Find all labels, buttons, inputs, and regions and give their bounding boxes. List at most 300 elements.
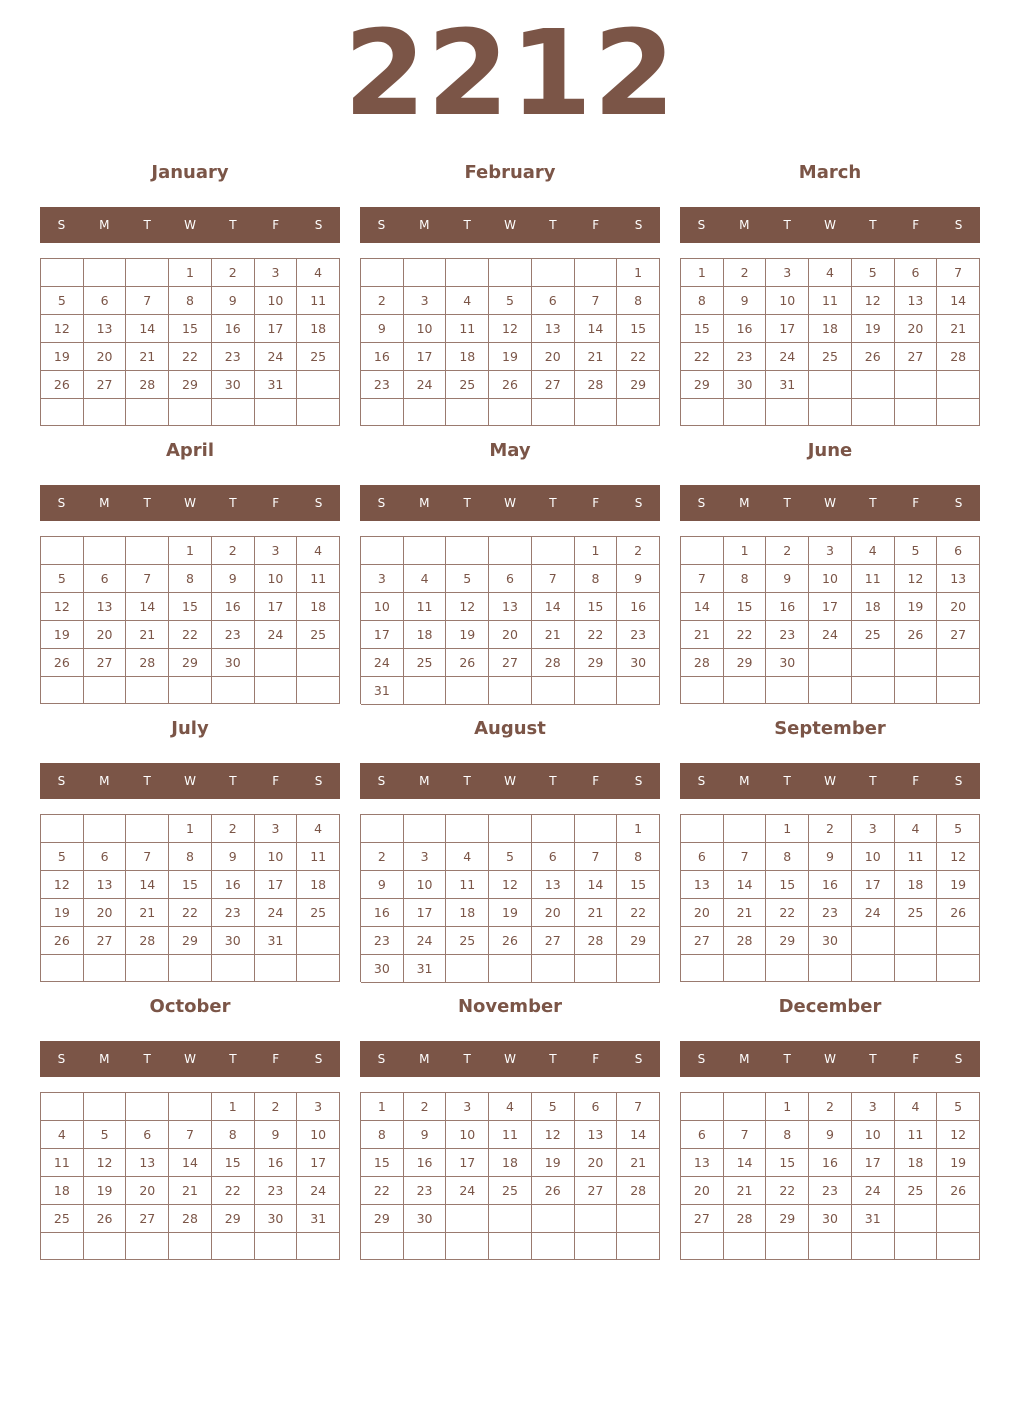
day-cell: 9 bbox=[212, 565, 255, 593]
day-cell: 19 bbox=[41, 343, 84, 371]
day-cell: 18 bbox=[41, 1177, 84, 1205]
empty-day-cell bbox=[532, 259, 575, 287]
day-cell: 15 bbox=[617, 871, 660, 899]
day-cell: 7 bbox=[169, 1121, 212, 1149]
empty-day-cell bbox=[169, 955, 212, 982]
empty-day-cell bbox=[532, 815, 575, 843]
day-cell: 29 bbox=[617, 371, 660, 399]
month-january bbox=[40, 159, 340, 427]
day-cell: 19 bbox=[895, 593, 938, 621]
day-cell: 17 bbox=[404, 899, 447, 927]
weekday-header bbox=[40, 1041, 340, 1077]
day-cell: 24 bbox=[255, 899, 298, 927]
day-cell: 24 bbox=[297, 1177, 340, 1205]
empty-day-cell bbox=[532, 677, 575, 705]
day-cell: 10 bbox=[255, 565, 298, 593]
empty-day-cell bbox=[297, 1233, 340, 1260]
day-cell: 3 bbox=[255, 815, 298, 843]
weekday-label: F bbox=[272, 218, 280, 232]
day-cell: 21 bbox=[617, 1149, 660, 1177]
empty-day-cell bbox=[681, 537, 724, 565]
day-cell: 1 bbox=[617, 815, 660, 843]
day-cell: 28 bbox=[724, 1205, 767, 1233]
weekday-label: M bbox=[419, 774, 430, 788]
day-cell: 20 bbox=[126, 1177, 169, 1205]
day-cell: 8 bbox=[169, 565, 212, 593]
day-cell: 17 bbox=[404, 343, 447, 371]
day-cell: 15 bbox=[212, 1149, 255, 1177]
day-cell: 7 bbox=[126, 843, 169, 871]
day-cell: 23 bbox=[724, 343, 767, 371]
day-cell: 2 bbox=[212, 815, 255, 843]
empty-day-cell bbox=[84, 677, 127, 704]
day-cell: 3 bbox=[852, 1093, 895, 1121]
day-cell: 17 bbox=[297, 1149, 340, 1177]
day-cell: 28 bbox=[724, 927, 767, 955]
day-cell: 10 bbox=[361, 593, 404, 621]
day-cell: 22 bbox=[617, 899, 660, 927]
day-cell: 27 bbox=[126, 1205, 169, 1233]
day-cell: 14 bbox=[575, 871, 618, 899]
day-cell: 16 bbox=[212, 871, 255, 899]
empty-day-cell bbox=[937, 927, 980, 955]
weekday-header bbox=[680, 207, 980, 243]
month-december bbox=[680, 993, 980, 1261]
day-cell: 12 bbox=[41, 871, 84, 899]
empty-day-cell bbox=[212, 1233, 255, 1260]
day-cell: 9 bbox=[404, 1121, 447, 1149]
day-cell: 16 bbox=[361, 343, 404, 371]
day-cell: 25 bbox=[489, 1177, 532, 1205]
month-july bbox=[40, 715, 340, 983]
empty-day-cell bbox=[575, 815, 618, 843]
empty-day-cell bbox=[852, 955, 895, 982]
empty-day-cell bbox=[361, 815, 404, 843]
day-cell: 27 bbox=[681, 1205, 724, 1233]
empty-day-cell bbox=[489, 1233, 532, 1260]
day-cell: 18 bbox=[297, 871, 340, 899]
day-cell: 26 bbox=[446, 649, 489, 677]
day-cell: 4 bbox=[446, 287, 489, 315]
day-cell: 5 bbox=[84, 1121, 127, 1149]
empty-day-cell bbox=[895, 927, 938, 955]
day-cell: 11 bbox=[489, 1121, 532, 1149]
day-cell: 25 bbox=[852, 621, 895, 649]
empty-day-cell bbox=[617, 955, 660, 983]
day-cell: 27 bbox=[532, 371, 575, 399]
day-cell: 5 bbox=[937, 815, 980, 843]
weekday-label: F bbox=[912, 496, 920, 510]
day-cell: 3 bbox=[404, 843, 447, 871]
day-cell: 4 bbox=[297, 259, 340, 287]
day-cell: 29 bbox=[724, 649, 767, 677]
day-cell: 25 bbox=[297, 899, 340, 927]
day-cell: 24 bbox=[809, 621, 852, 649]
empty-day-cell bbox=[404, 677, 447, 705]
day-cell: 16 bbox=[617, 593, 660, 621]
day-cell: 7 bbox=[724, 1121, 767, 1149]
day-cell: 14 bbox=[126, 593, 169, 621]
day-cell: 18 bbox=[852, 593, 895, 621]
day-cell: 24 bbox=[852, 899, 895, 927]
month-name: March bbox=[798, 162, 862, 183]
day-cell: 15 bbox=[766, 871, 809, 899]
day-cell: 25 bbox=[404, 649, 447, 677]
day-cell: 10 bbox=[852, 1121, 895, 1149]
empty-day-cell bbox=[404, 815, 447, 843]
month-name: November bbox=[457, 996, 563, 1017]
empty-day-cell bbox=[937, 649, 980, 677]
day-cell: 26 bbox=[41, 649, 84, 677]
day-cell: 2 bbox=[361, 287, 404, 315]
day-cell: 8 bbox=[575, 565, 618, 593]
day-cell: 29 bbox=[766, 927, 809, 955]
month-name: August bbox=[474, 718, 546, 739]
day-cell: 10 bbox=[255, 843, 298, 871]
empty-day-cell bbox=[895, 399, 938, 426]
day-cell: 6 bbox=[84, 565, 127, 593]
weekday-label: S bbox=[314, 774, 323, 788]
day-cell: 22 bbox=[766, 899, 809, 927]
day-cell: 15 bbox=[617, 315, 660, 343]
day-cell: 13 bbox=[84, 315, 127, 343]
day-cell: 14 bbox=[617, 1121, 660, 1149]
day-cell: 22 bbox=[575, 621, 618, 649]
empty-day-cell bbox=[852, 677, 895, 704]
day-cell: 5 bbox=[937, 1093, 980, 1121]
empty-day-cell bbox=[809, 649, 852, 677]
day-cell: 16 bbox=[766, 593, 809, 621]
day-cell: 12 bbox=[489, 871, 532, 899]
day-cell: 29 bbox=[169, 649, 212, 677]
empty-day-cell bbox=[852, 371, 895, 399]
empty-day-cell bbox=[724, 677, 767, 704]
weekday-label: S bbox=[634, 1052, 643, 1066]
day-cell: 12 bbox=[937, 843, 980, 871]
empty-day-cell bbox=[126, 399, 169, 426]
day-cell: 29 bbox=[361, 1205, 404, 1233]
empty-day-cell bbox=[212, 955, 255, 982]
weekday-label: S bbox=[314, 496, 323, 510]
day-cell: 23 bbox=[361, 371, 404, 399]
empty-day-cell bbox=[809, 371, 852, 399]
day-cell: 26 bbox=[852, 343, 895, 371]
days-grid bbox=[40, 1092, 340, 1260]
empty-day-cell bbox=[169, 399, 212, 426]
day-cell: 8 bbox=[766, 1121, 809, 1149]
day-cell: 21 bbox=[126, 621, 169, 649]
empty-day-cell bbox=[681, 399, 724, 426]
empty-day-cell bbox=[446, 677, 489, 705]
empty-day-cell bbox=[212, 399, 255, 426]
empty-day-cell bbox=[84, 815, 127, 843]
empty-day-cell bbox=[169, 1233, 212, 1260]
day-cell: 7 bbox=[532, 565, 575, 593]
day-cell: 31 bbox=[766, 371, 809, 399]
day-cell: 12 bbox=[937, 1121, 980, 1149]
day-cell: 11 bbox=[404, 593, 447, 621]
empty-day-cell bbox=[126, 677, 169, 704]
empty-day-cell bbox=[852, 649, 895, 677]
weekday-label: F bbox=[272, 1052, 280, 1066]
day-cell: 15 bbox=[766, 1149, 809, 1177]
day-cell: 27 bbox=[575, 1177, 618, 1205]
day-cell: 20 bbox=[681, 1177, 724, 1205]
day-cell: 20 bbox=[84, 621, 127, 649]
day-cell: 21 bbox=[575, 899, 618, 927]
weekday-header bbox=[40, 207, 340, 243]
empty-day-cell bbox=[255, 955, 298, 982]
empty-day-cell bbox=[84, 259, 127, 287]
day-cell: 21 bbox=[169, 1177, 212, 1205]
day-cell: 30 bbox=[212, 927, 255, 955]
empty-day-cell bbox=[575, 1233, 618, 1260]
days-grid bbox=[360, 814, 660, 982]
day-cell: 16 bbox=[809, 1149, 852, 1177]
day-cell: 3 bbox=[361, 565, 404, 593]
empty-day-cell bbox=[575, 259, 618, 287]
day-cell: 14 bbox=[126, 871, 169, 899]
day-cell: 19 bbox=[84, 1177, 127, 1205]
empty-day-cell bbox=[489, 955, 532, 983]
weekday-header bbox=[40, 485, 340, 521]
day-cell: 17 bbox=[255, 593, 298, 621]
day-cell: 17 bbox=[852, 871, 895, 899]
day-cell: 12 bbox=[84, 1149, 127, 1177]
day-cell: 8 bbox=[617, 843, 660, 871]
weekday-label: T bbox=[229, 218, 237, 232]
empty-day-cell bbox=[255, 649, 298, 677]
day-cell: 30 bbox=[404, 1205, 447, 1233]
day-cell: 19 bbox=[41, 899, 84, 927]
day-cell: 10 bbox=[404, 315, 447, 343]
empty-day-cell bbox=[297, 649, 340, 677]
weekday-label: S bbox=[954, 496, 963, 510]
day-cell: 9 bbox=[212, 843, 255, 871]
weekday-label: S bbox=[634, 774, 643, 788]
empty-day-cell bbox=[532, 399, 575, 426]
empty-day-cell bbox=[724, 815, 767, 843]
day-cell: 30 bbox=[212, 649, 255, 677]
day-cell: 24 bbox=[404, 927, 447, 955]
days-grid bbox=[40, 258, 340, 426]
day-cell: 25 bbox=[297, 621, 340, 649]
empty-day-cell bbox=[895, 955, 938, 982]
day-cell: 2 bbox=[255, 1093, 298, 1121]
month-april bbox=[40, 437, 340, 705]
day-cell: 5 bbox=[41, 287, 84, 315]
day-cell: 22 bbox=[681, 343, 724, 371]
empty-day-cell bbox=[937, 955, 980, 982]
day-cell: 5 bbox=[41, 843, 84, 871]
day-cell: 5 bbox=[489, 843, 532, 871]
day-cell: 19 bbox=[852, 315, 895, 343]
month-name: February bbox=[464, 162, 556, 183]
day-cell: 19 bbox=[532, 1149, 575, 1177]
weekday-label: S bbox=[697, 496, 706, 510]
empty-day-cell bbox=[41, 399, 84, 426]
day-cell: 7 bbox=[617, 1093, 660, 1121]
day-cell: 8 bbox=[681, 287, 724, 315]
weekday-label: S bbox=[57, 774, 66, 788]
empty-day-cell bbox=[617, 399, 660, 426]
day-cell: 17 bbox=[361, 621, 404, 649]
day-cell: 2 bbox=[361, 843, 404, 871]
weekday-label: S bbox=[57, 218, 66, 232]
weekday-label: T bbox=[783, 496, 791, 510]
day-cell: 22 bbox=[169, 621, 212, 649]
day-cell: 23 bbox=[212, 621, 255, 649]
day-cell: 21 bbox=[126, 899, 169, 927]
weekday-label: W bbox=[184, 1052, 196, 1066]
day-cell: 21 bbox=[681, 621, 724, 649]
weekday-label: S bbox=[314, 218, 323, 232]
empty-day-cell bbox=[895, 371, 938, 399]
day-cell: 15 bbox=[681, 315, 724, 343]
empty-day-cell bbox=[361, 259, 404, 287]
day-cell: 8 bbox=[766, 843, 809, 871]
weekday-label: F bbox=[912, 774, 920, 788]
month-august bbox=[360, 715, 660, 983]
day-cell: 6 bbox=[126, 1121, 169, 1149]
day-cell: 26 bbox=[41, 927, 84, 955]
day-cell: 16 bbox=[212, 593, 255, 621]
empty-day-cell bbox=[41, 1233, 84, 1260]
empty-day-cell bbox=[895, 1233, 938, 1260]
day-cell: 21 bbox=[724, 899, 767, 927]
day-cell: 18 bbox=[297, 315, 340, 343]
day-cell: 11 bbox=[446, 315, 489, 343]
day-cell: 28 bbox=[126, 927, 169, 955]
day-cell: 1 bbox=[617, 259, 660, 287]
year-title: 2212 bbox=[343, 4, 677, 142]
empty-day-cell bbox=[617, 677, 660, 705]
day-cell: 31 bbox=[361, 677, 404, 705]
weekday-header bbox=[360, 207, 660, 243]
day-cell: 9 bbox=[617, 565, 660, 593]
day-cell: 8 bbox=[361, 1121, 404, 1149]
month-name: January bbox=[151, 162, 229, 183]
empty-day-cell bbox=[766, 399, 809, 426]
day-cell: 23 bbox=[361, 927, 404, 955]
day-cell: 3 bbox=[766, 259, 809, 287]
day-cell: 22 bbox=[361, 1177, 404, 1205]
empty-day-cell bbox=[766, 1233, 809, 1260]
day-cell: 13 bbox=[937, 565, 980, 593]
day-cell: 31 bbox=[297, 1205, 340, 1233]
empty-day-cell bbox=[126, 259, 169, 287]
weekday-label: W bbox=[504, 496, 516, 510]
empty-day-cell bbox=[446, 1233, 489, 1260]
day-cell: 4 bbox=[895, 1093, 938, 1121]
day-cell: 4 bbox=[404, 565, 447, 593]
day-cell: 14 bbox=[724, 871, 767, 899]
weekday-label: T bbox=[463, 1052, 471, 1066]
weekday-label: M bbox=[99, 1052, 110, 1066]
day-cell: 4 bbox=[895, 815, 938, 843]
day-cell: 15 bbox=[724, 593, 767, 621]
weekday-label: T bbox=[463, 218, 471, 232]
empty-day-cell bbox=[84, 399, 127, 426]
weekday-label: M bbox=[99, 496, 110, 510]
empty-day-cell bbox=[446, 259, 489, 287]
day-cell: 31 bbox=[255, 371, 298, 399]
day-cell: 23 bbox=[617, 621, 660, 649]
empty-day-cell bbox=[84, 1233, 127, 1260]
day-cell: 11 bbox=[809, 287, 852, 315]
day-cell: 5 bbox=[41, 565, 84, 593]
weekday-header bbox=[680, 485, 980, 521]
day-cell: 28 bbox=[937, 343, 980, 371]
empty-day-cell bbox=[681, 677, 724, 704]
day-cell: 30 bbox=[212, 371, 255, 399]
day-cell: 20 bbox=[937, 593, 980, 621]
month-name: December bbox=[778, 996, 882, 1017]
empty-day-cell bbox=[489, 537, 532, 565]
weekday-label: S bbox=[377, 496, 386, 510]
weekday-label: F bbox=[272, 496, 280, 510]
day-cell: 28 bbox=[617, 1177, 660, 1205]
day-cell: 5 bbox=[532, 1093, 575, 1121]
empty-day-cell bbox=[41, 259, 84, 287]
empty-day-cell bbox=[361, 1233, 404, 1260]
day-cell: 30 bbox=[617, 649, 660, 677]
day-cell: 1 bbox=[681, 259, 724, 287]
day-cell: 14 bbox=[126, 315, 169, 343]
day-cell: 4 bbox=[297, 537, 340, 565]
weekday-label: F bbox=[912, 1052, 920, 1066]
day-cell: 27 bbox=[84, 371, 127, 399]
month-november bbox=[360, 993, 660, 1261]
day-cell: 5 bbox=[489, 287, 532, 315]
day-cell: 24 bbox=[446, 1177, 489, 1205]
day-cell: 16 bbox=[212, 315, 255, 343]
day-cell: 30 bbox=[724, 371, 767, 399]
empty-day-cell bbox=[446, 1205, 489, 1233]
day-cell: 22 bbox=[617, 343, 660, 371]
weekday-label: T bbox=[869, 1052, 877, 1066]
day-cell: 1 bbox=[766, 815, 809, 843]
day-cell: 6 bbox=[681, 1121, 724, 1149]
empty-day-cell bbox=[895, 649, 938, 677]
day-cell: 1 bbox=[169, 259, 212, 287]
day-cell: 29 bbox=[575, 649, 618, 677]
day-cell: 23 bbox=[212, 899, 255, 927]
day-cell: 11 bbox=[852, 565, 895, 593]
day-cell: 13 bbox=[84, 871, 127, 899]
empty-day-cell bbox=[297, 955, 340, 982]
empty-day-cell bbox=[41, 677, 84, 704]
empty-day-cell bbox=[724, 955, 767, 982]
day-cell: 13 bbox=[575, 1121, 618, 1149]
weekday-label: S bbox=[954, 218, 963, 232]
empty-day-cell bbox=[255, 1233, 298, 1260]
empty-day-cell bbox=[297, 677, 340, 704]
day-cell: 5 bbox=[852, 259, 895, 287]
day-cell: 1 bbox=[361, 1093, 404, 1121]
weekday-header bbox=[360, 485, 660, 521]
day-cell: 24 bbox=[361, 649, 404, 677]
weekday-header bbox=[680, 763, 980, 799]
day-cell: 21 bbox=[126, 343, 169, 371]
weekday-label: T bbox=[869, 496, 877, 510]
day-cell: 18 bbox=[809, 315, 852, 343]
month-february bbox=[360, 159, 660, 427]
empty-day-cell bbox=[532, 1205, 575, 1233]
day-cell: 31 bbox=[404, 955, 447, 983]
day-cell: 18 bbox=[404, 621, 447, 649]
weekday-label: S bbox=[57, 1052, 66, 1066]
